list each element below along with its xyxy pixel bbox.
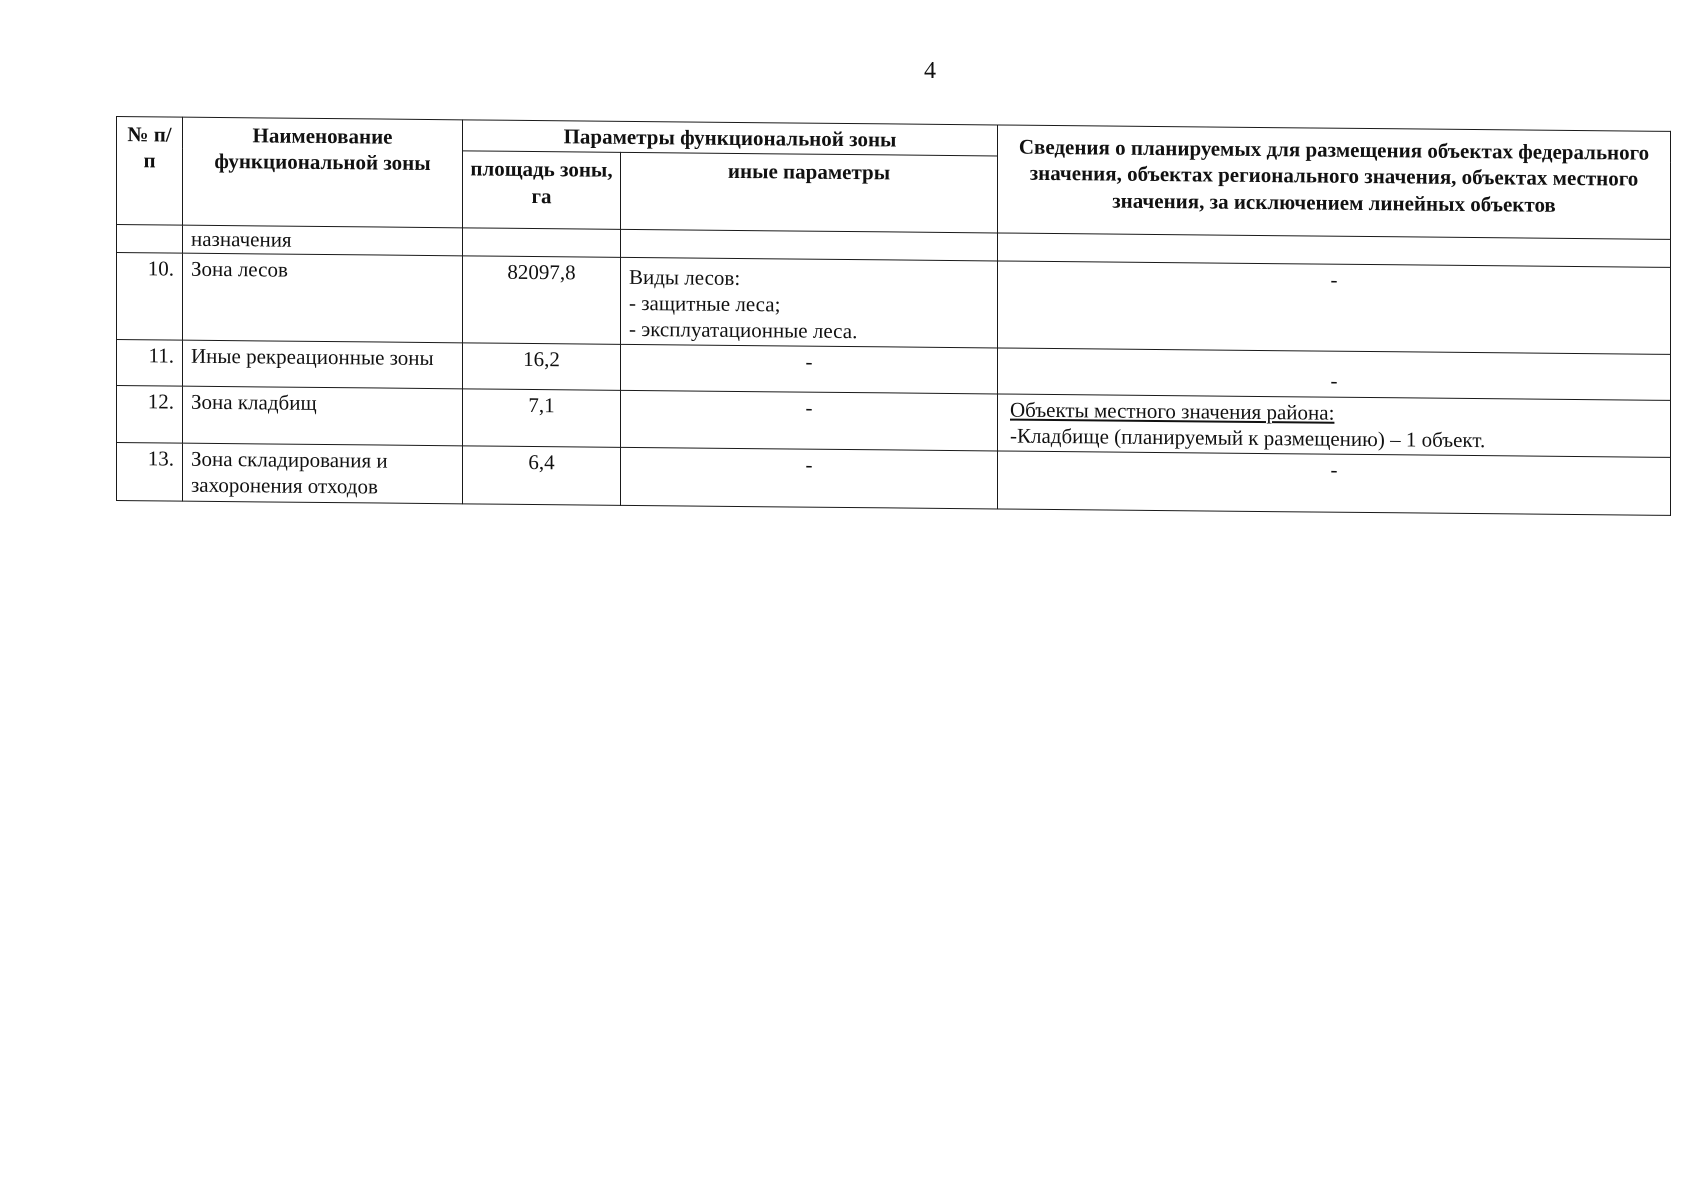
page-number: 4	[924, 58, 936, 84]
header-zone-name: Наименование функциональной зоны	[183, 117, 463, 228]
cell-other-params: -	[621, 390, 998, 451]
cell-other-params: -	[621, 447, 998, 508]
cell-zone-name: Зона складирования и захоронения отходов	[183, 443, 463, 503]
cell-other-params: -	[621, 345, 998, 394]
zones-table-wrapper	[116, 116, 1670, 515]
cell-info: -	[998, 260, 1671, 354]
cell-area: 82097,8	[463, 255, 621, 344]
header-num: № п/п	[117, 117, 183, 226]
cell-area	[463, 228, 621, 257]
cell-zone-name: Зона кладбищ	[183, 386, 463, 446]
cell-num: 11.	[117, 340, 183, 386]
param-line: Виды лесов:	[629, 264, 741, 290]
info-text: -Кладбище (планируемый к размещению) – 1 объект.	[1010, 423, 1486, 452]
cell-num: 10.	[117, 252, 183, 340]
cell-other-params	[621, 230, 998, 261]
cell-info: -	[998, 451, 1671, 515]
header-other-params: иные параметры	[621, 153, 998, 234]
table-row	[117, 252, 1671, 355]
info-title: Объекты местного значения района:	[1010, 397, 1335, 425]
header-params-group: Параметры функциональной зоны	[463, 120, 998, 156]
cell-info	[998, 393, 1671, 457]
functional-zones-table	[116, 116, 1671, 515]
cell-num: 12.	[117, 385, 183, 443]
header-planned-objects-info: Сведения о планируемых для размещения объектах федерального значения, объектах регионального значения, объектах местного значения, за исключением линейных объектов	[998, 125, 1671, 240]
header-area: площадь зоны, га	[463, 151, 621, 230]
cell-zone-name: назначения	[183, 225, 463, 255]
cell-area: 16,2	[463, 343, 621, 390]
param-line: - защитные леса;	[629, 290, 781, 317]
cell-other-params	[621, 257, 998, 348]
cell-info: -	[998, 348, 1671, 400]
cell-zone-name: Зона лесов	[183, 253, 463, 343]
cell-num: 13.	[117, 443, 183, 501]
cell-area: 7,1	[463, 388, 621, 447]
cell-num	[117, 225, 183, 253]
cell-zone-name: Иные рекреационные зоны	[183, 340, 463, 388]
cell-area: 6,4	[463, 446, 621, 505]
param-line: - эксплуатационные леса.	[629, 316, 858, 344]
